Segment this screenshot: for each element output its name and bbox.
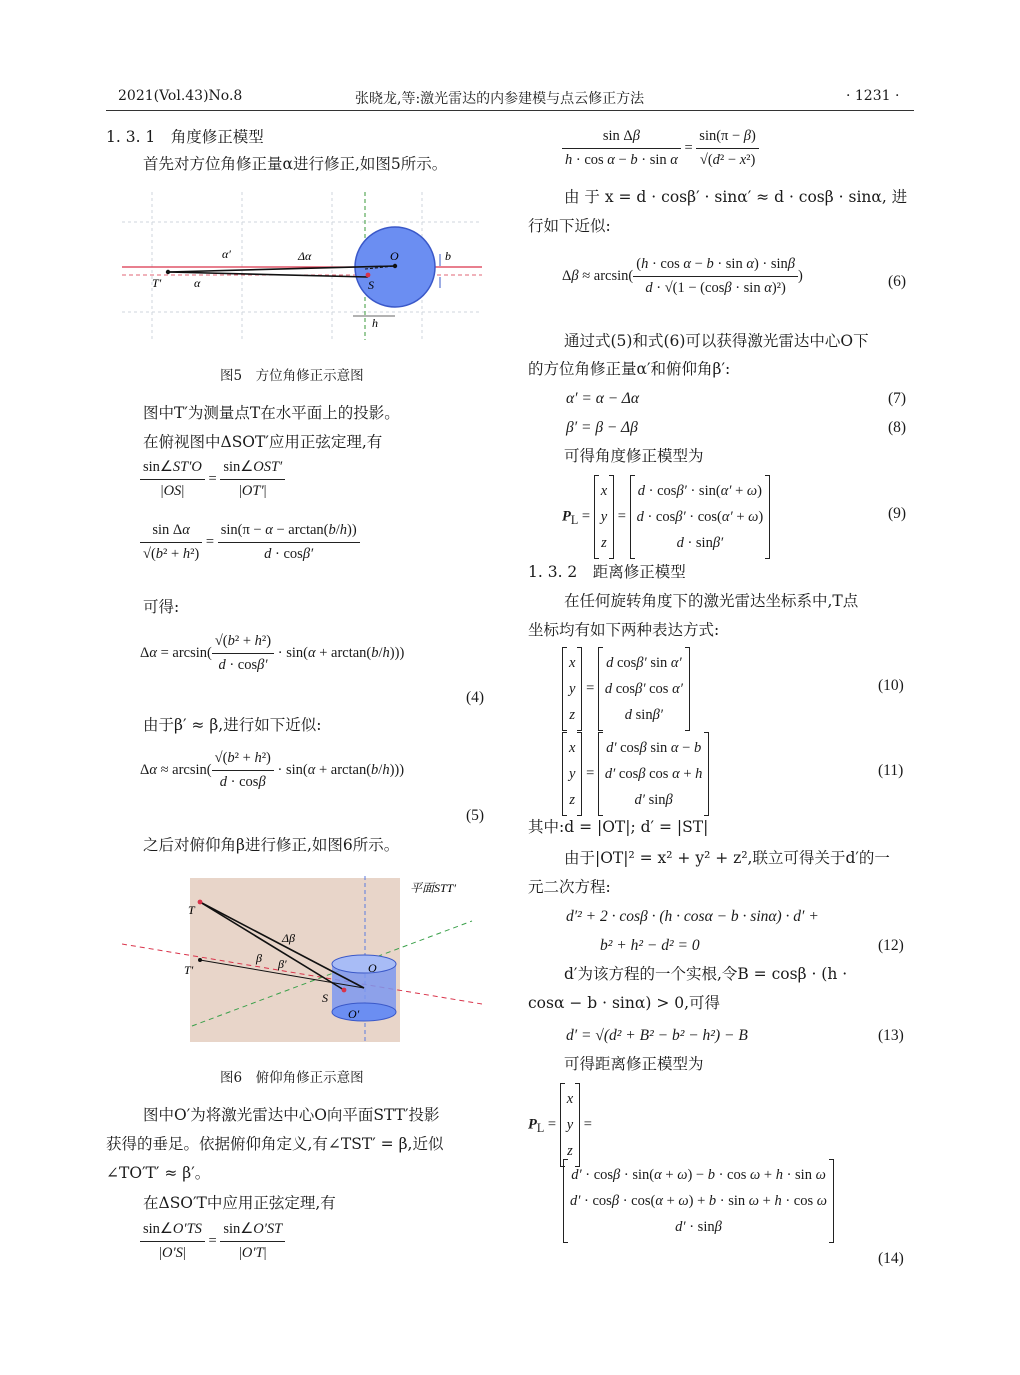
paragraph: 图中T′为测量点T在水平面上的投影。 bbox=[143, 404, 400, 422]
paragraph: 之后对俯仰角β进行修正,如图6所示。 bbox=[143, 836, 400, 854]
fig6-label-T-prime: T′ bbox=[184, 963, 194, 977]
equation-number: (5) bbox=[466, 807, 485, 824]
paragraph: 其中:d = |OT|; d′ = |ST| bbox=[528, 818, 709, 836]
equation-10: x y z = d cosβ′ sin α′ d cosβ′ cos α′ d sinβ′ bbox=[562, 648, 690, 730]
fig5-label-alpha-prime: α′ bbox=[222, 247, 231, 261]
paragraph: 通过式(5)和式(6)可以获得激光雷达中心O下 bbox=[564, 332, 869, 350]
paragraph: 在俯视图中ΔSOT′应用正弦定理,有 bbox=[143, 433, 383, 451]
equation-12-line-2: b² + h² − d² = 0 bbox=[600, 937, 700, 954]
equation-13: d′ = √(d² + B² − b² − h²) − B bbox=[566, 1027, 748, 1044]
paragraph: 由 于 x = d · cosβ′ · sinα′ ≈ d · cosβ · sinα, 进 bbox=[564, 188, 908, 206]
equation-number: (10) bbox=[878, 677, 904, 694]
equation-number: (8) bbox=[888, 419, 907, 436]
equation-sine-law-2: $\frac{\text{sin Δα}}{\text{√(b² + h²)}}$ = $\frac{\sin(\pi - \alpha - \arctan(b/h))}{d \cdot \cos\beta'}$ bbox=[140, 522, 360, 563]
paragraph: 在任何旋转角度下的激光雷达坐标系中,T点 bbox=[564, 592, 859, 610]
equation-number: (13) bbox=[878, 1027, 904, 1044]
figure-5-caption: 图5 方位角修正示意图 bbox=[220, 368, 364, 384]
equation-number: (11) bbox=[878, 762, 904, 779]
equation-sine-law-4: $\frac{\text{sin Δβ}}{\text{h · cos α − b · sin α}}$ = $\frac{\sin(\pi - \beta)}{\text{√(d² − x²)}}$ bbox=[562, 128, 759, 169]
equation-6: Δβ ≈ arcsin( $\frac{\text{(h · cos α − b · sin α) · sinβ}}{\text{d · √(1 − (cosβ · sin α)²)}}$ ) bbox=[562, 256, 803, 296]
equation-number: (6) bbox=[888, 273, 907, 290]
section-heading-1-3-1: 1. 3. 1 角度修正模型 bbox=[106, 128, 264, 146]
fig5-label-h: h bbox=[372, 316, 378, 330]
paragraph: 的方位角修正量α′和俯仰角β′: bbox=[528, 360, 731, 378]
equation-number: (14) bbox=[878, 1250, 904, 1267]
paragraph: 由于|OT|² = x² + y² + z²,联立可得关于d′的一 bbox=[564, 849, 890, 867]
fig6-label-O: O bbox=[368, 961, 377, 975]
equation-number: (4) bbox=[466, 689, 485, 706]
equation-4: Δα = arcsin( $\frac{\text{√(b² + h²)}}{d \cdot \cos\beta'}$ · sin(α + arctan(b/h))) bbox=[140, 633, 405, 673]
figure-6 bbox=[122, 876, 482, 1042]
page-number: · 1231 · bbox=[846, 88, 900, 104]
equation-8: β′ = β − Δβ bbox=[566, 419, 638, 436]
paragraph: 可得: bbox=[143, 598, 180, 616]
fig6-label-O-prime: O′ bbox=[348, 1007, 360, 1021]
fig5-label-delta-alpha: Δα bbox=[298, 249, 312, 263]
fig6-label-beta-prime: β′ bbox=[278, 957, 287, 971]
header-rule bbox=[106, 110, 914, 111]
equation-sine-law-3: $\frac{\sin\angle O'TS}{|O'S|}$ = $\frac{\sin\angle O'ST}{|O'T|}$ bbox=[140, 1221, 285, 1262]
paragraph: 由于β′ ≈ β,进行如下近似: bbox=[143, 716, 322, 734]
paragraph: 获得的垂足。依据俯仰角定义,有∠TST′ = β,近似 bbox=[106, 1135, 444, 1153]
fig6-label-delta-beta: Δβ bbox=[282, 931, 296, 945]
equation-5: Δα ≈ arcsin( $\frac{\text{√(b² + h²)}}{d \cdot \cos\beta}$ · sin(α + arctan(b/h))) bbox=[140, 750, 405, 790]
running-title: 张晓龙,等:激光雷达的内参建模与点云修正方法 bbox=[355, 91, 645, 107]
fig5-label-alpha: α bbox=[194, 276, 201, 290]
equation-7: α′ = α − Δα bbox=[566, 390, 640, 407]
paragraph: 首先对方位角修正量α进行修正,如图5所示。 bbox=[143, 155, 448, 173]
equation-9: $P_L$ = x y z = d · cosβ′ · sin(α′ + ω) d · cosβ′ · cos(α′ + ω) d · sinβ′ bbox=[562, 476, 770, 558]
fig5-label-T-prime: T′ bbox=[152, 276, 162, 290]
fig6-label-T: T bbox=[188, 903, 195, 917]
equation-14-rhs: d′ · cosβ · sin(α + ω) − b · cos ω + h · sin ω d′ · cosβ · cos(α + ω) + b · sin ω + h · cos ω d′ · sinβ bbox=[563, 1160, 834, 1242]
equation-number: (12) bbox=[878, 937, 904, 954]
section-heading-1-3-2: 1. 3. 2 距离修正模型 bbox=[528, 563, 686, 581]
paragraph: cosα − b · sinα) > 0,可得 bbox=[528, 994, 721, 1012]
paragraph: 行如下近似: bbox=[528, 217, 611, 235]
figure-5 bbox=[122, 192, 482, 340]
fig5-label-O: O bbox=[390, 249, 399, 263]
paragraph: 在ΔSO′T中应用正弦定理,有 bbox=[143, 1194, 336, 1212]
paragraph: 元二次方程: bbox=[528, 878, 611, 896]
equation-number: (7) bbox=[888, 390, 907, 407]
equation-number: (9) bbox=[888, 505, 907, 522]
fig6-label-beta: β bbox=[256, 951, 262, 965]
paragraph: d′为该方程的一个实根,令B = cosβ · (h · bbox=[564, 965, 848, 983]
equation-14-lhs: $P_L$ = x y z = bbox=[528, 1084, 592, 1166]
fig5-label-S: S bbox=[368, 278, 374, 292]
paragraph: 可得角度修正模型为 bbox=[564, 447, 704, 465]
paragraph: 坐标均有如下两种表达方式: bbox=[528, 621, 720, 639]
fig5-label-b: b bbox=[445, 249, 451, 263]
fig6-label-S: S bbox=[322, 991, 328, 1005]
equation-sine-law-1: $\frac{\sin\angle ST'O}{|OS|}$ = $\frac{\text{sin∠OST′}}{|OT'|}$ bbox=[140, 459, 285, 500]
equation-11: x y z = d′ cosβ sin α − b d′ cosβ cos α + h d′ sinβ bbox=[562, 733, 709, 815]
paragraph: ∠TO′T′ ≈ β′。 bbox=[106, 1164, 211, 1182]
equation-12-line-1: d′² + 2 · cosβ · (h · cosα − b · sinα) · d′ + bbox=[566, 908, 819, 925]
paragraph: 可得距离修正模型为 bbox=[564, 1055, 704, 1073]
figure-6-caption: 图6 俯仰角修正示意图 bbox=[220, 1070, 364, 1086]
paragraph: 图中O′为将激光雷达中心O向平面STT′投影 bbox=[143, 1106, 440, 1124]
journal-issue: 2021(Vol.43)No.8 bbox=[118, 88, 243, 104]
fig6-label-plane: 平面STT′ bbox=[410, 881, 456, 895]
